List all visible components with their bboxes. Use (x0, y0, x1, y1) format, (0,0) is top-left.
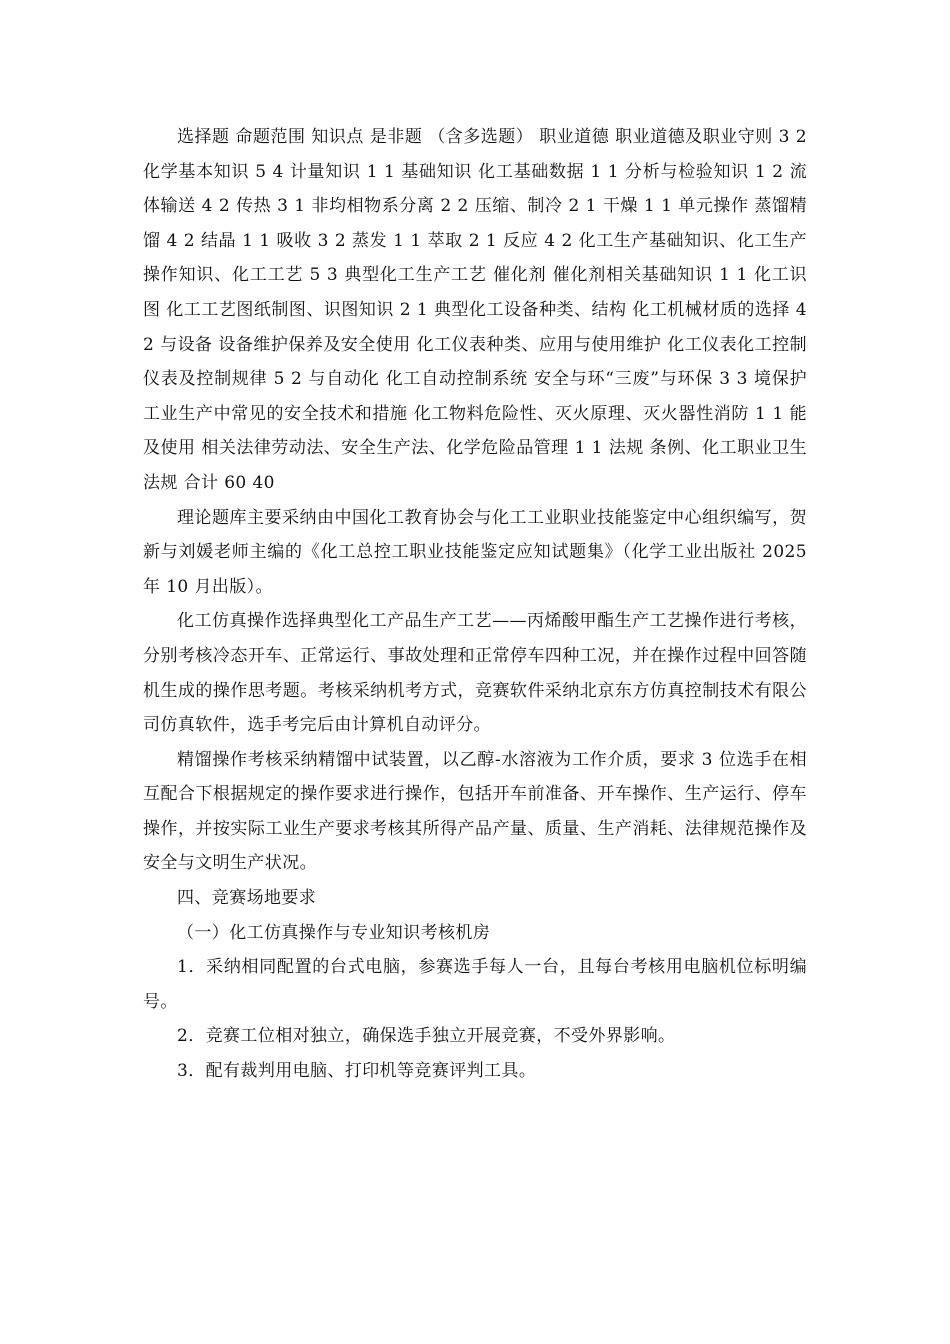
subsection-heading: （一）化工仿真操作与专业知识考核机房 (177, 922, 491, 943)
list-item: 3．配有裁判用电脑、打印机等竞赛评判工具。 (177, 1061, 537, 1082)
paragraph-theory-question-bank: 理论题库主要采纳由中国化工教育协会与化工工业职业技能鉴定中心组织编写，贺新与刘媛老师主编的《化工总控工职业技能鉴定应知试题集》（化学工业出版社 2025 年 10 月出版）。 (143, 507, 807, 597)
document-body (143, 120, 807, 1089)
section-heading: 四、竞赛场地要求 (177, 888, 317, 909)
paragraph-exam-scope-table: 选择题 命题范围 知识点 是非题 （含多选题） 职业道德 职业道德及职业守则 3 2 化学基本知识 5 4 计量知识 1 1 基础知识 化工基础数据 1 1 分析与检验知识 1 2 流体输送 4 2 传热 3 1 非均相物系分离 2 2 压缩、制冷 2 1 干燥 1 1 单元操作 蒸馏精馏 4 2 结晶 1 1 吸收 3 2 蒸发 1 1 萃取 2 1 反应 4 2 化工生产基础知识、化工生产操作知识、化工工艺 5 3 典型化工生产工艺 催化剂 催化剂相关基础知识 1 1 化工识图 化工工艺图纸制图、识图知识 2 1 典型化工设备种类、结构 化工机械材质的选择 4 2 与设备 设备维护保养及安全使用 化工仪表种类、应用与使用维护 化工仪表化工控制仪表及控制规律 5 2 与自动化 化工自动控制系统 安全与环“三废”与环保 3 3 境保护 工业生产中常见的安全技术和措施 化工物料危险性、灭火原理、灭火器性消防 1 1 能及使用 相关法律劳动法、安全生产法、化学危险品管理 1 1 法规 条例、化工职业卫生法规 合计 60 40 (143, 127, 807, 493)
paragraph-distillation-operation: 精馏操作考核采纳精馏中试装置，以乙醇-水溶液为工作介质，要求 3 位选手在相互配合下根据规定的操作要求进行操作，包括开车前准备、开车操作、生产运行、停车操作，并按实际工业生产要求考核其所得产品产量、质量、生产消耗、法律规范操作及安全与文明生产状况。 (143, 749, 807, 874)
paragraph-simulation-operation: 化工仿真操作选择典型化工产品生产工艺——丙烯酸甲酯生产工艺操作进行考核，分别考核冷态开车、正常运行、事故处理和正常停车四种工况，并在操作过程中回答随机生成的操作思考题。考核采纳机考方式，竞赛软件采纳北京东方仿真控制技术有限公司仿真软件，选手考完后由计算机自动评分。 (143, 611, 807, 736)
list-item: 2．竞赛工位相对独立，确保选手独立开展竞赛，不受外界影响。 (177, 1026, 676, 1047)
list-item: 1．采纳相同配置的台式电脑，参赛选手每人一台，且每台考核用电脑机位标明编号。 (143, 957, 807, 1012)
